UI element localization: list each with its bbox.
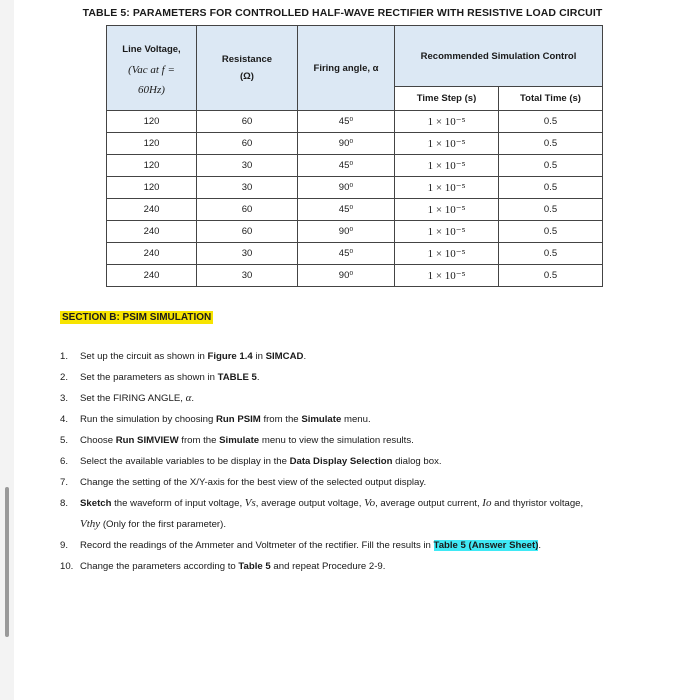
step-bold: Run PSIM	[216, 414, 261, 425]
cell-time-step: 1 × 10⁻⁵	[395, 199, 499, 221]
cell-time-step: 1 × 10⁻⁵	[395, 177, 499, 199]
table-row	[107, 199, 603, 221]
cell-voltage: 240	[107, 243, 197, 265]
step-text: the waveform of input voltage,	[111, 498, 245, 509]
step-number: 9.	[60, 540, 69, 551]
step-text: and repeat Procedure 2-9.	[270, 561, 386, 572]
table-row	[107, 177, 603, 199]
cell-voltage: 120	[107, 133, 197, 155]
highlighted-answer-sheet-ref: Table 5 (Answer Sheet)	[433, 540, 539, 551]
cell-angle: 90⁰	[298, 177, 395, 199]
step-bold: Simulate	[301, 414, 342, 425]
section-b-title: SECTION B: PSIM SIMULATION	[62, 312, 212, 323]
table-caption: TABLE 5: PARAMETERS FOR CONTROLLED HALF-WAVE RECTIFIER WITH RESISTIVE LOAD CIRCUIT	[82, 7, 603, 19]
step-number: 5.	[60, 435, 69, 446]
header-recommended-control: Recommended Simulation Control	[395, 26, 603, 87]
cell-resistance: 60	[197, 133, 298, 155]
cell-time-step: 1 × 10⁻⁵	[395, 133, 499, 155]
cell-angle: 45⁰	[298, 199, 395, 221]
cell-voltage: 120	[107, 111, 197, 133]
cell-time-step: 1 × 10⁻⁵	[395, 265, 499, 287]
cell-voltage: 120	[107, 177, 197, 199]
step-math: Vo	[364, 497, 376, 509]
cell-time-step: 1 × 10⁻⁵	[395, 243, 499, 265]
cell-total-time: 0.5	[499, 199, 603, 221]
header-line-voltage	[107, 26, 197, 111]
step-text: , average output voltage,	[255, 498, 365, 509]
step-text: Choose	[80, 435, 116, 446]
step-number: 4.	[60, 414, 69, 425]
step-number: 6.	[60, 456, 69, 467]
table-row	[107, 221, 603, 243]
step-number: 7.	[60, 477, 69, 488]
cell-resistance: 30	[197, 265, 298, 287]
table-row	[107, 243, 603, 265]
step-text: Change the setting of the X/Y-axis for the best view of the selected output display.	[80, 477, 427, 488]
step-bold: TABLE 5	[217, 372, 257, 383]
table-row	[107, 133, 603, 155]
cell-voltage: 240	[107, 199, 197, 221]
table-row	[107, 155, 603, 177]
header-line-voltage-frequency: 60Hz)	[138, 84, 165, 96]
step-text: .	[256, 372, 260, 383]
table-row	[107, 111, 603, 133]
cell-time-step: 1 × 10⁻⁵	[395, 155, 499, 177]
cell-angle: 90⁰	[298, 265, 395, 287]
step-text: menu to view the simulation results.	[259, 435, 414, 446]
header-total-time: Total Time (s)	[499, 87, 603, 111]
header-time-step: Time Step (s)	[395, 87, 499, 111]
step-bold: Data Display Selection	[289, 456, 393, 467]
step-text: in	[252, 351, 266, 362]
step-text: from the	[178, 435, 220, 446]
cell-total-time: 0.5	[499, 243, 603, 265]
cell-total-time: 0.5	[499, 111, 603, 133]
step-text: Set up the circuit as shown in	[80, 351, 208, 362]
list-item	[60, 556, 660, 577]
parameters-table	[106, 25, 603, 287]
step-number: 10.	[60, 561, 74, 572]
cell-time-step: 1 × 10⁻⁵	[395, 111, 499, 133]
step-bold: Simulate	[219, 435, 260, 446]
list-item	[60, 535, 660, 556]
step-text: (Only for the first parameter).	[100, 519, 226, 530]
step-number: 8.	[60, 498, 69, 509]
step-text: .	[191, 393, 195, 404]
cell-angle: 90⁰	[298, 133, 395, 155]
cell-total-time: 0.5	[499, 177, 603, 199]
list-item	[60, 388, 660, 409]
step-number: 1.	[60, 351, 69, 362]
header-resistance-unit: (Ω)	[240, 71, 254, 82]
step-bold: Sketch	[80, 498, 112, 509]
header-line-voltage-condition: (Vac at f =	[128, 64, 175, 76]
cell-time-step: 1 × 10⁻⁵	[395, 221, 499, 243]
list-item	[60, 367, 660, 388]
step-text: Record the readings of the Ammeter and Voltmeter of the rectifier. Fill the results in	[80, 540, 434, 551]
step-text: Change the parameters according to	[80, 561, 239, 572]
cell-total-time: 0.5	[499, 155, 603, 177]
step-text: .	[303, 351, 307, 362]
step-math: Vthy	[80, 518, 101, 530]
cell-total-time: 0.5	[499, 133, 603, 155]
cell-resistance: 60	[197, 221, 298, 243]
cell-total-time: 0.5	[499, 221, 603, 243]
list-item	[60, 409, 660, 430]
step-text: Set the parameters as shown in	[80, 372, 218, 383]
step-text: Select the available variables to be display in the	[80, 456, 290, 467]
cell-angle: 45⁰	[298, 243, 395, 265]
step-text: dialog box.	[392, 456, 442, 467]
cell-resistance: 60	[197, 111, 298, 133]
cell-voltage: 240	[107, 221, 197, 243]
step-math: α	[185, 392, 192, 404]
step-bold: Figure 1.4	[207, 351, 253, 362]
procedure-list	[60, 346, 660, 577]
step-text: and thyristor voltage,	[491, 498, 584, 509]
step-bold: Run SIMVIEW	[115, 435, 179, 446]
table-row	[107, 265, 603, 287]
list-item	[60, 430, 660, 451]
step-text: Run the simulation by choosing	[80, 414, 216, 425]
cell-angle: 45⁰	[298, 155, 395, 177]
cell-angle: 45⁰	[298, 111, 395, 133]
step-number: 2.	[60, 372, 69, 383]
step-math: Io	[482, 497, 492, 509]
step-text: , average output current,	[375, 498, 483, 509]
list-item	[60, 472, 660, 493]
cell-total-time: 0.5	[499, 265, 603, 287]
step-math: Vs	[244, 497, 256, 509]
step-number: 3.	[60, 393, 69, 404]
header-resistance	[197, 26, 298, 111]
cell-voltage: 240	[107, 265, 197, 287]
cell-resistance: 30	[197, 177, 298, 199]
step-bold: SIMCAD	[265, 351, 304, 362]
cell-resistance: 30	[197, 155, 298, 177]
header-line-voltage-label: Line Voltage,	[122, 44, 181, 55]
cell-resistance: 30	[197, 243, 298, 265]
scrollbar-thumb[interactable]	[5, 487, 9, 637]
cell-angle: 90⁰	[298, 221, 395, 243]
step-text: from the	[260, 414, 302, 425]
step-text: Set the FIRING ANGLE,	[80, 393, 186, 404]
step-bold: Table 5	[238, 561, 271, 572]
cell-voltage: 120	[107, 155, 197, 177]
step-text: .	[538, 540, 542, 551]
header-firing-angle: Firing angle, α	[298, 26, 395, 111]
step-text: menu.	[341, 414, 371, 425]
header-resistance-label: Resistance	[221, 54, 273, 65]
list-item	[60, 451, 660, 472]
cell-resistance: 60	[197, 199, 298, 221]
list-item	[60, 346, 660, 367]
list-item	[60, 493, 660, 535]
